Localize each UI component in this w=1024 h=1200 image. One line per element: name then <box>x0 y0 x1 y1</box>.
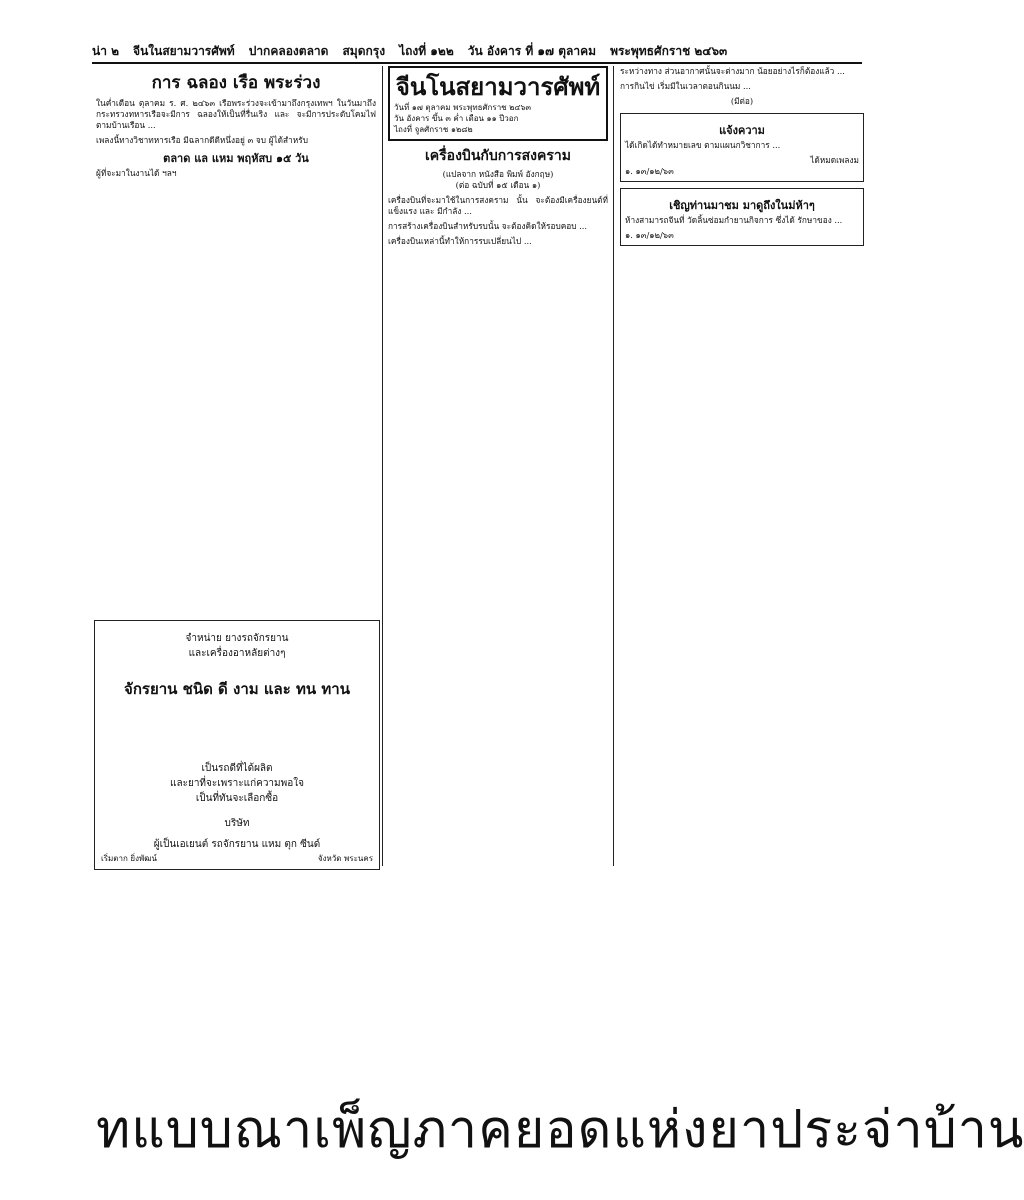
header-right-title: สมุดกรุง <box>342 43 386 58</box>
to-be-continued: (มีต่อ) <box>730 96 754 106</box>
notice-title: แจ้งความ <box>719 124 765 137</box>
ad-foot-right: จังหวัด พระนคร <box>317 854 373 863</box>
ad-agent: ผู้เป็นเอเยนต์ รถจักรยาน แหม ตุก ซีนด์ <box>153 839 321 850</box>
notice-text: ได้เกิดได้ทำหมายเลข ตามแผนกวิชาการ ... <box>625 140 781 150</box>
ad-foot-left: เริ่มตาก ยิ่งพัฒน์ <box>101 854 157 863</box>
ad-company: บริษัท <box>224 818 250 829</box>
ad-line: เป็นที่ทันจะเลือกซื้อ <box>195 793 279 804</box>
ad-line: จำหน่าย ยางรถจักรยาน <box>185 633 289 644</box>
bicycle-advertisement <box>94 620 380 870</box>
notice-box <box>620 113 864 182</box>
middle-article-title: เครื่องบินกับการสงคราม <box>425 148 571 164</box>
left-paragraph: เพลงนี้ทางวิชาทหารเรือ มีฉลากดีดีหนึ่งอยู่ ๓ จบ ผู้ได้สำหรับ <box>96 135 308 145</box>
invite-date: ๑. ๑๓/๑๒/๖๓ <box>625 230 674 240</box>
right-paragraph: ระหว่างทาง ส่วนอากาศนั้นจะต่างมาก น้อยอย่างไรก็ต้องแล้ว ... <box>620 66 845 76</box>
invite-box <box>620 188 864 246</box>
middle-paragraph: เครื่องบินเหล่านี้ทำให้การรบเปลี่ยนไป ... <box>388 236 532 246</box>
left-subtitle: ตลาด แล แหม พฤหัสบ ๑๕ วัน <box>163 152 309 165</box>
notice-date: ๑. ๑๓/๑๒/๖๓ <box>625 166 674 176</box>
ad-headline: จักรยาน ชนิด ดี งาม และ ทน ทาน <box>124 680 350 698</box>
bottom-banner-headline: ทแบบณาเพ็ญภาคยอดแห่งยาประจ่าบ้าน <box>96 1100 1024 1160</box>
ad-line: และยาที่จะเพราะแก่ความพอใจ <box>170 778 304 789</box>
middle-subtitle: (ต่อ ฉบับที่ ๑๕ เดือน ๑) <box>455 180 541 190</box>
masthead-meta: ไถงที่ จูลศักราช ๑๒๘๒ <box>394 125 473 134</box>
left-article-title: การ ฉลอง เรือ พระร่วง <box>151 73 321 93</box>
header-left-title: จีนในสยามวารศัพท์ <box>133 43 235 58</box>
masthead-meta: วัน อังคาร ขึ้น ๓ ค่ำ เดือน ๑๑ ปีวอก <box>394 114 519 123</box>
masthead <box>388 66 608 141</box>
invite-title: เชิญท่านมาชม มาดูถึงในม่ห้าๆ <box>669 199 815 212</box>
middle-column <box>382 66 614 866</box>
middle-paragraph: การสร้างเครื่องบินสำหรับรบนั้น จะต้องคิดให้รอบคอบ ... <box>388 221 588 231</box>
ad-line: และเครื่องอาหลัยต่างๆ <box>188 648 286 659</box>
invite-text: ห้างสามารถจีนที่ วัดลิ้นซ่อมกำยานกิจการ ซึ่งได้ รักษาของ ... <box>625 215 843 225</box>
middle-subtitle: (แปลจาก หนังสือ พิมพ์ อังกฤษ) <box>442 169 554 179</box>
ad-line: เป็นรถดีที่ได้ผลิต <box>201 763 273 774</box>
header-right-year: พระพุทธศักราช ๒๔๖๓ <box>610 43 728 58</box>
page-number: น่า ๒ <box>92 43 120 58</box>
right-column <box>620 66 864 876</box>
left-paragraph: ผู้ที่จะมาในงานได้ ฯลฯ <box>96 168 177 178</box>
paper-name: จีนโนสยามวารศัพท์ <box>395 72 601 101</box>
running-head <box>92 40 862 64</box>
header-left-date: ปากคลองตลาด <box>248 43 329 58</box>
header-right-date2: วัน อังคาร ที่ ๑๗ ตุลาคม <box>467 43 597 58</box>
notice-sign: ได้หมดเพลงม <box>810 155 859 165</box>
ad-footer <box>101 852 373 865</box>
header-right-date: ไถงที่ ๑๒๒ <box>399 43 454 58</box>
right-paragraph: การกินไข่ เริ่มมีในเวลาตอนกินนม ... <box>620 81 751 91</box>
masthead-meta: วันที่ ๑๗ ตุลาคม พระพุทธศักราช ๒๔๖๓ <box>394 103 532 112</box>
middle-paragraph: เครื่องบินที่จะมาใช้ในการสงคราม นั้น จะต้องมีเครื่องยนต์ที่แข็งแรง และ มีกำลัง ... <box>388 195 608 216</box>
left-paragraph: ในค่ำเดือน ตุลาคม ร. ศ. ๒๔๖๓ เรือพระร่วงจะเข้ามาถึงกรุงเทพฯ ในวันมาถึงกระทรวงทหารเรือจะมีการ ฉลองให้เป็นที่รื่นเริง และ จะมีการประดับโคมไฟตามบ้านเรือน ... <box>96 98 376 130</box>
